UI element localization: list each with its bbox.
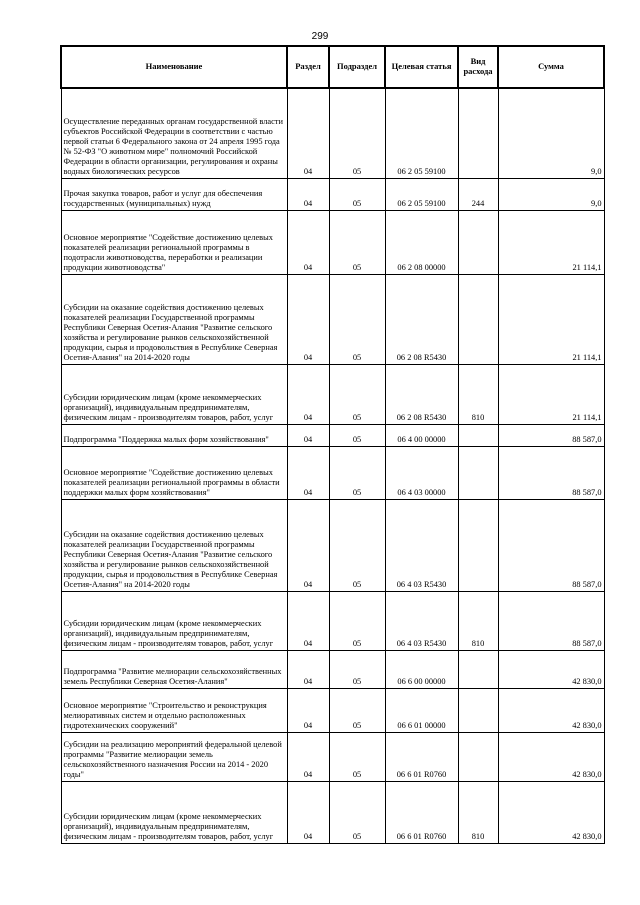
row-target: 06 6 00 00000 xyxy=(385,650,458,688)
row-subsection: 05 xyxy=(329,210,385,274)
row-subsection: 05 xyxy=(329,446,385,499)
row-section: 04 xyxy=(287,364,329,424)
row-subsection: 05 xyxy=(329,650,385,688)
row-section: 04 xyxy=(287,732,329,781)
row-amount: 42 830,0 xyxy=(498,650,604,688)
row-name: Субсидии на реализацию мероприятий федеральной целевой программы "Развитие мелиорации земель сельскохозяйственного назначения России на 2014 - 2020 годы" xyxy=(61,732,287,781)
table-row xyxy=(61,210,604,274)
row-expense-type: 810 xyxy=(458,591,498,650)
row-expense-type xyxy=(458,446,498,499)
row-name: Основное мероприятие "Содействие достижению целевых показателей реализации региональной программы в области поддержки малых форм хозяйствования" xyxy=(61,446,287,499)
row-amount: 9,0 xyxy=(498,178,604,210)
row-expense-type xyxy=(458,424,498,446)
row-expense-type: 810 xyxy=(458,364,498,424)
row-target: 06 2 08 R5430 xyxy=(385,274,458,364)
row-target: 06 2 05 59100 xyxy=(385,178,458,210)
row-name: Субсидии юридическим лицам (кроме некоммерческих организаций), индивидуальным предпринимателям, физическим лицам - производителям товаров, работ, услуг xyxy=(61,364,287,424)
budget-table xyxy=(60,45,605,844)
table-header-row xyxy=(61,46,604,88)
row-amount: 88 587,0 xyxy=(498,446,604,499)
row-expense-type xyxy=(458,274,498,364)
row-section: 04 xyxy=(287,499,329,591)
row-target: 06 6 01 R0760 xyxy=(385,732,458,781)
row-target: 06 2 05 59100 xyxy=(385,88,458,178)
row-section: 04 xyxy=(287,446,329,499)
row-subsection: 05 xyxy=(329,88,385,178)
row-amount: 21 114,1 xyxy=(498,274,604,364)
header-amount: Сумма xyxy=(498,46,604,88)
row-section: 04 xyxy=(287,650,329,688)
row-name: Основное мероприятие "Содействие достижению целевых показателей реализации региональной программы в подотрасли животноводства, переработки и реализации продукции животноводства" xyxy=(61,210,287,274)
row-expense-type xyxy=(458,732,498,781)
table-row xyxy=(61,364,604,424)
table-row xyxy=(61,591,604,650)
row-target: 06 2 08 00000 xyxy=(385,210,458,274)
row-target: 06 6 01 R0760 xyxy=(385,781,458,843)
row-amount: 42 830,0 xyxy=(498,732,604,781)
table-row xyxy=(61,781,604,843)
row-amount: 42 830,0 xyxy=(498,688,604,732)
row-expense-type xyxy=(458,499,498,591)
table-row xyxy=(61,499,604,591)
row-subsection: 05 xyxy=(329,424,385,446)
row-section: 04 xyxy=(287,591,329,650)
row-target: 06 4 03 R5430 xyxy=(385,591,458,650)
table-row xyxy=(61,178,604,210)
row-target: 06 4 00 00000 xyxy=(385,424,458,446)
header-target: Целевая статья xyxy=(385,46,458,88)
row-target: 06 2 08 R5430 xyxy=(385,364,458,424)
row-section: 04 xyxy=(287,210,329,274)
header-name: Наименование xyxy=(61,46,287,88)
row-section: 04 xyxy=(287,274,329,364)
row-target: 06 6 01 00000 xyxy=(385,688,458,732)
row-target: 06 4 03 R5430 xyxy=(385,499,458,591)
row-name: Субсидии юридическим лицам (кроме некоммерческих организаций), индивидуальным предпринимателям, физическим лицам - производителям товаров, работ, услуг xyxy=(61,591,287,650)
row-subsection: 05 xyxy=(329,732,385,781)
row-amount: 21 114,1 xyxy=(498,364,604,424)
table-row xyxy=(61,274,604,364)
row-amount: 88 587,0 xyxy=(498,424,604,446)
row-name: Осуществление переданных органам государственной власти субъектов Российской Федерации в соответствии с частью первой статьи 6 Федерального закона от 24 апреля 1995 года № 52-ФЗ "О животном мире" полномочий Российской Федерации в области организации, регулирования и охраны водных биологических ресурсов xyxy=(61,88,287,178)
table-row xyxy=(61,688,604,732)
header-subsection: Подраздел xyxy=(329,46,385,88)
row-expense-type xyxy=(458,88,498,178)
row-amount: 88 587,0 xyxy=(498,499,604,591)
row-expense-type xyxy=(458,688,498,732)
row-subsection: 05 xyxy=(329,591,385,650)
table-row xyxy=(61,650,604,688)
table-row xyxy=(61,424,604,446)
row-name: Прочая закупка товаров, работ и услуг для обеспечения государственных (муниципальных) нужд xyxy=(61,178,287,210)
row-section: 04 xyxy=(287,688,329,732)
row-section: 04 xyxy=(287,178,329,210)
table-row xyxy=(61,88,604,178)
row-amount: 42 830,0 xyxy=(498,781,604,843)
header-section: Раздел xyxy=(287,46,329,88)
row-section: 04 xyxy=(287,781,329,843)
row-name: Основное мероприятие "Строительство и реконструкция мелиоративных систем и отдельно расположенных гидротехнических сооружений" xyxy=(61,688,287,732)
row-amount: 21 114,1 xyxy=(498,210,604,274)
row-subsection: 05 xyxy=(329,274,385,364)
page-number: 299 xyxy=(311,31,329,42)
table-row xyxy=(61,446,604,499)
row-name: Субсидии на оказание содействия достижению целевых показателей реализации Государственной программы Республики Северная Осетия-Алания "Развитие сельского хозяйства и регулирование рынков сельскохозяйственной продукции, сырья и продовольствия в Республике Северная Осетия-Алания" на 2014-2020 годы xyxy=(61,274,287,364)
table-row xyxy=(61,732,604,781)
row-section: 04 xyxy=(287,424,329,446)
row-expense-type xyxy=(458,210,498,274)
row-subsection: 05 xyxy=(329,499,385,591)
row-expense-type: 810 xyxy=(458,781,498,843)
row-section: 04 xyxy=(287,88,329,178)
row-target: 06 4 03 00000 xyxy=(385,446,458,499)
row-amount: 88 587,0 xyxy=(498,591,604,650)
row-name: Подпрограмма "Поддержка малых форм хозяйствования" xyxy=(61,424,287,446)
row-subsection: 05 xyxy=(329,688,385,732)
row-name: Субсидии юридическим лицам (кроме некоммерческих организаций), индивидуальным предпринимателям, физическим лицам - производителям товаров, работ, услуг xyxy=(61,781,287,843)
row-subsection: 05 xyxy=(329,364,385,424)
row-subsection: 05 xyxy=(329,781,385,843)
row-name: Субсидии на оказание содействия достижению целевых показателей реализации Государственной программы Республики Северная Осетия-Алания "Развитие сельского хозяйства и регулирование рынков сельскохозяйственной продукции, сырья и продовольствия в Республике Северная Осетия-Алания" на 2014-2020 годы xyxy=(61,499,287,591)
row-name: Подпрограмма "Развитие мелиорации сельскохозяйственных земель Республики Северная Осетия-Алания" xyxy=(61,650,287,688)
row-expense-type: 244 xyxy=(458,178,498,210)
row-amount: 9,0 xyxy=(498,88,604,178)
row-subsection: 05 xyxy=(329,178,385,210)
row-expense-type xyxy=(458,650,498,688)
header-expense-type: Вид расхода xyxy=(458,46,498,88)
